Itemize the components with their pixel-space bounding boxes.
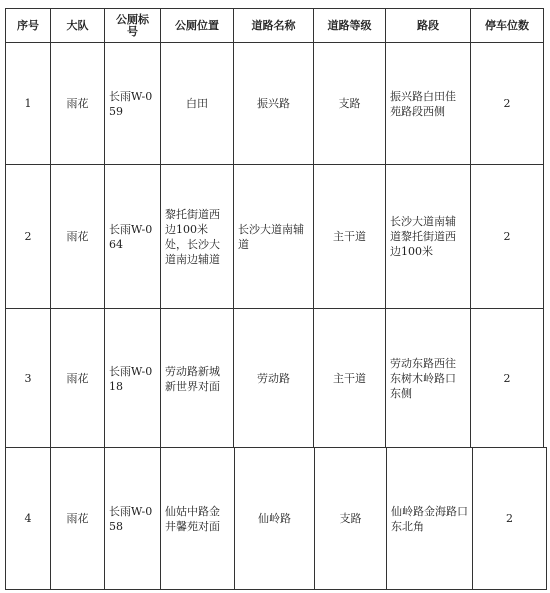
cell-brigade: 雨花	[51, 309, 105, 449]
table-row	[6, 43, 544, 165]
toilet-table-continued	[5, 447, 547, 590]
cell-brigade: 雨花	[51, 43, 105, 165]
cell-section: 劳动东路西往东树木岭路口东侧	[386, 309, 471, 449]
table-row	[6, 448, 547, 590]
cell-spots: 2	[471, 309, 544, 449]
cell-brigade: 雨花	[51, 448, 105, 590]
table-row	[6, 309, 544, 449]
cell-road: 长沙大道南辅道	[234, 165, 314, 309]
cell-grade: 主干道	[314, 309, 386, 449]
cell-brigade: 雨花	[51, 165, 105, 309]
cell-grade: 主干道	[314, 165, 386, 309]
cell-location: 仙姑中路金井馨苑对面	[161, 448, 235, 590]
cell-seq: 2	[6, 165, 51, 309]
cell-location: 白田	[161, 43, 234, 165]
cell-code: 长雨W-058	[105, 448, 161, 590]
cell-road: 振兴路	[234, 43, 314, 165]
cell-spots: 2	[471, 43, 544, 165]
cell-section: 仙岭路金海路口东北角	[387, 448, 473, 590]
header-code: 公厕标号	[105, 9, 161, 43]
toilet-table	[5, 8, 544, 449]
cell-road: 仙岭路	[235, 448, 315, 590]
cell-code: 长雨W-018	[105, 309, 161, 449]
cell-section: 长沙大道南辅道黎托街道西边100米	[386, 165, 471, 309]
cell-road: 劳动路	[234, 309, 314, 449]
cell-seq: 4	[6, 448, 51, 590]
cell-spots: 2	[473, 448, 547, 590]
cell-grade: 支路	[315, 448, 387, 590]
cell-location: 劳动路新城新世界对面	[161, 309, 234, 449]
table-row	[6, 165, 544, 309]
cell-code: 长雨W-064	[105, 165, 161, 309]
header-spots: 停车位数	[471, 9, 544, 43]
header-road: 道路名称	[234, 9, 314, 43]
cell-seq: 1	[6, 43, 51, 165]
header-section: 路段	[386, 9, 471, 43]
cell-code: 长雨W-059	[105, 43, 161, 165]
cell-seq: 3	[6, 309, 51, 449]
header-grade: 道路等级	[314, 9, 386, 43]
header-location: 公厕位置	[161, 9, 234, 43]
header-brigade: 大队	[51, 9, 105, 43]
cell-section: 振兴路白田佳苑路段西侧	[386, 43, 471, 165]
header-seq: 序号	[6, 9, 51, 43]
cell-grade: 支路	[314, 43, 386, 165]
cell-location: 黎托街道西边100米处，长沙大道南边辅道	[161, 165, 234, 309]
header-row	[6, 9, 544, 43]
cell-spots: 2	[471, 165, 544, 309]
